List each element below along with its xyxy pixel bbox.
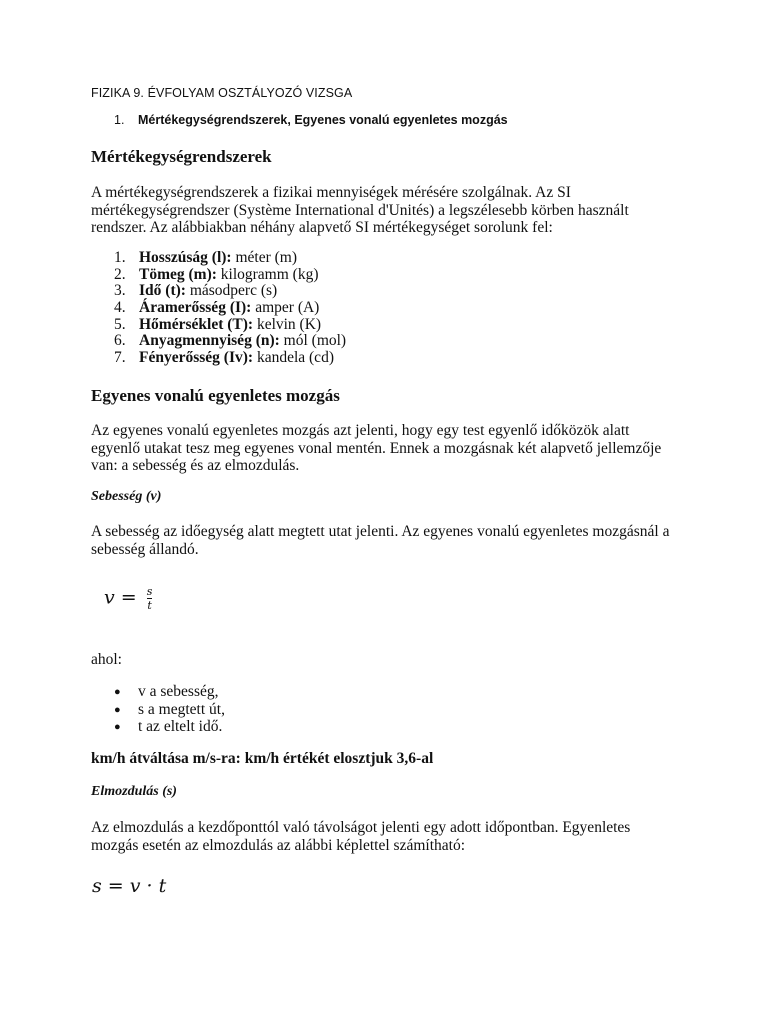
- fraction-numerator: s: [146, 585, 153, 598]
- paragraph-line: A sebesség az időegység alatt megtett utat jelenti. Az egyenes vonalú egyenletes mozgásnál a: [91, 523, 670, 540]
- toc-list-item: [114, 113, 508, 127]
- section-heading-motion: Egyenes vonalú egyenletes mozgás: [91, 386, 340, 405]
- units-intro-paragraph: [91, 184, 691, 237]
- bullet-text: t az eltelt idő.: [138, 718, 223, 735]
- list-number: 4.: [114, 299, 126, 317]
- paragraph-line: mértékegységrendszer (Système International d'Unités) a legszélesebb körben használt: [91, 201, 629, 219]
- list-item: [114, 718, 225, 736]
- unit-value: kelvin (K): [253, 315, 322, 333]
- list-number: 1.: [114, 249, 126, 266]
- unit-quantity: Anyagmennyiség (n):: [139, 332, 280, 350]
- displacement-subheading: Elmozdulás (s): [91, 784, 177, 799]
- displacement-paragraph: [91, 819, 691, 854]
- toc-number: 1.: [114, 113, 125, 127]
- unit-value: másodperc (s): [185, 282, 278, 300]
- velocity-subheading: Sebesség (v): [91, 489, 162, 504]
- velocity-paragraph: [91, 523, 691, 558]
- list-item: [114, 283, 346, 300]
- paragraph-line: van: a sebesség és az elmozdulás.: [91, 457, 300, 474]
- si-units-list: [114, 250, 346, 367]
- paragraph-line: A mértékegységrendszerek a fizikai mennyiségek mérésére szolgálnak. Az SI: [91, 184, 571, 201]
- velocity-formula: [104, 586, 152, 611]
- list-item: [114, 317, 346, 334]
- bullet-icon: ●: [114, 703, 121, 716]
- paragraph-line: Az elmozdulás a kezdőponttól való távolságot jelenti egy adott időpontban. Egyenletes: [91, 819, 631, 836]
- unit-value: amper (A): [251, 299, 320, 317]
- unit-quantity: Fényerősség (Iv):: [139, 349, 254, 367]
- paragraph-line: rendszer. Az alábbiakban néhány alapvető SI mértékegységet sorolunk fel:: [91, 219, 553, 236]
- list-item: [114, 267, 346, 284]
- formula-lhs: v =: [104, 586, 137, 609]
- list-item: [114, 300, 346, 317]
- unit-quantity: Hőmérséklet (T):: [139, 315, 254, 333]
- unit-quantity: Idő (t):: [139, 282, 186, 300]
- unit-quantity: Tömeg (m):: [139, 265, 217, 283]
- displacement-formula: s = v · t: [92, 875, 167, 897]
- list-item: [114, 350, 346, 367]
- list-item: [114, 250, 346, 267]
- motion-intro-paragraph: [91, 422, 691, 475]
- conversion-note: km/h átváltása m/s-ra: km/h értékét elosztjuk 3,6-al: [91, 750, 434, 767]
- unit-value: kilogramm (kg): [216, 265, 319, 283]
- bullet-text: v a sebesség,: [138, 683, 219, 700]
- unit-value: méter (m): [231, 249, 297, 266]
- list-item: [114, 333, 346, 350]
- document-title: FIZIKA 9. ÉVFOLYAM OSZTÁLYOZÓ VIZSGA: [91, 86, 353, 100]
- where-label: ahol:: [91, 651, 122, 668]
- list-item: [114, 683, 225, 701]
- formula-fraction: [147, 586, 153, 611]
- section-heading-units: Mértékegységrendszerek: [91, 147, 272, 166]
- unit-quantity: Hosszúság (l):: [139, 249, 232, 266]
- paragraph-line: mozgás esetén az elmozdulás az alábbi képlettel számítható:: [91, 836, 465, 854]
- list-item: [114, 701, 225, 719]
- unit-value: kandela (cd): [253, 349, 334, 367]
- unit-quantity: Áramerősség (I):: [139, 299, 252, 317]
- paragraph-line: egyenlő utakat tesz meg egyenes vonal mentén. Ennek a mozgásnak két alapvető jellemzője: [91, 439, 662, 457]
- list-number: 5.: [114, 315, 126, 333]
- list-number: 2.: [114, 265, 126, 283]
- list-number: 3.: [114, 282, 126, 300]
- list-number: 7.: [114, 349, 126, 367]
- unit-value: mól (mol): [279, 332, 347, 350]
- bullet-icon: ●: [114, 686, 121, 698]
- toc-item-text: Mértékegységrendszerek, Egyenes vonalú egyenletes mozgás: [138, 113, 508, 127]
- variables-bullet-list: [114, 683, 225, 736]
- paragraph-line: Az egyenes vonalú egyenletes mozgás azt jelenti, hogy egy test egyenlő időközök alatt: [91, 422, 630, 439]
- list-number: 6.: [114, 332, 126, 350]
- fraction-denominator: t: [147, 599, 152, 612]
- bullet-icon: ●: [114, 721, 121, 733]
- bullet-text: s a megtett út,: [138, 700, 225, 718]
- paragraph-line: sebesség állandó.: [91, 540, 199, 558]
